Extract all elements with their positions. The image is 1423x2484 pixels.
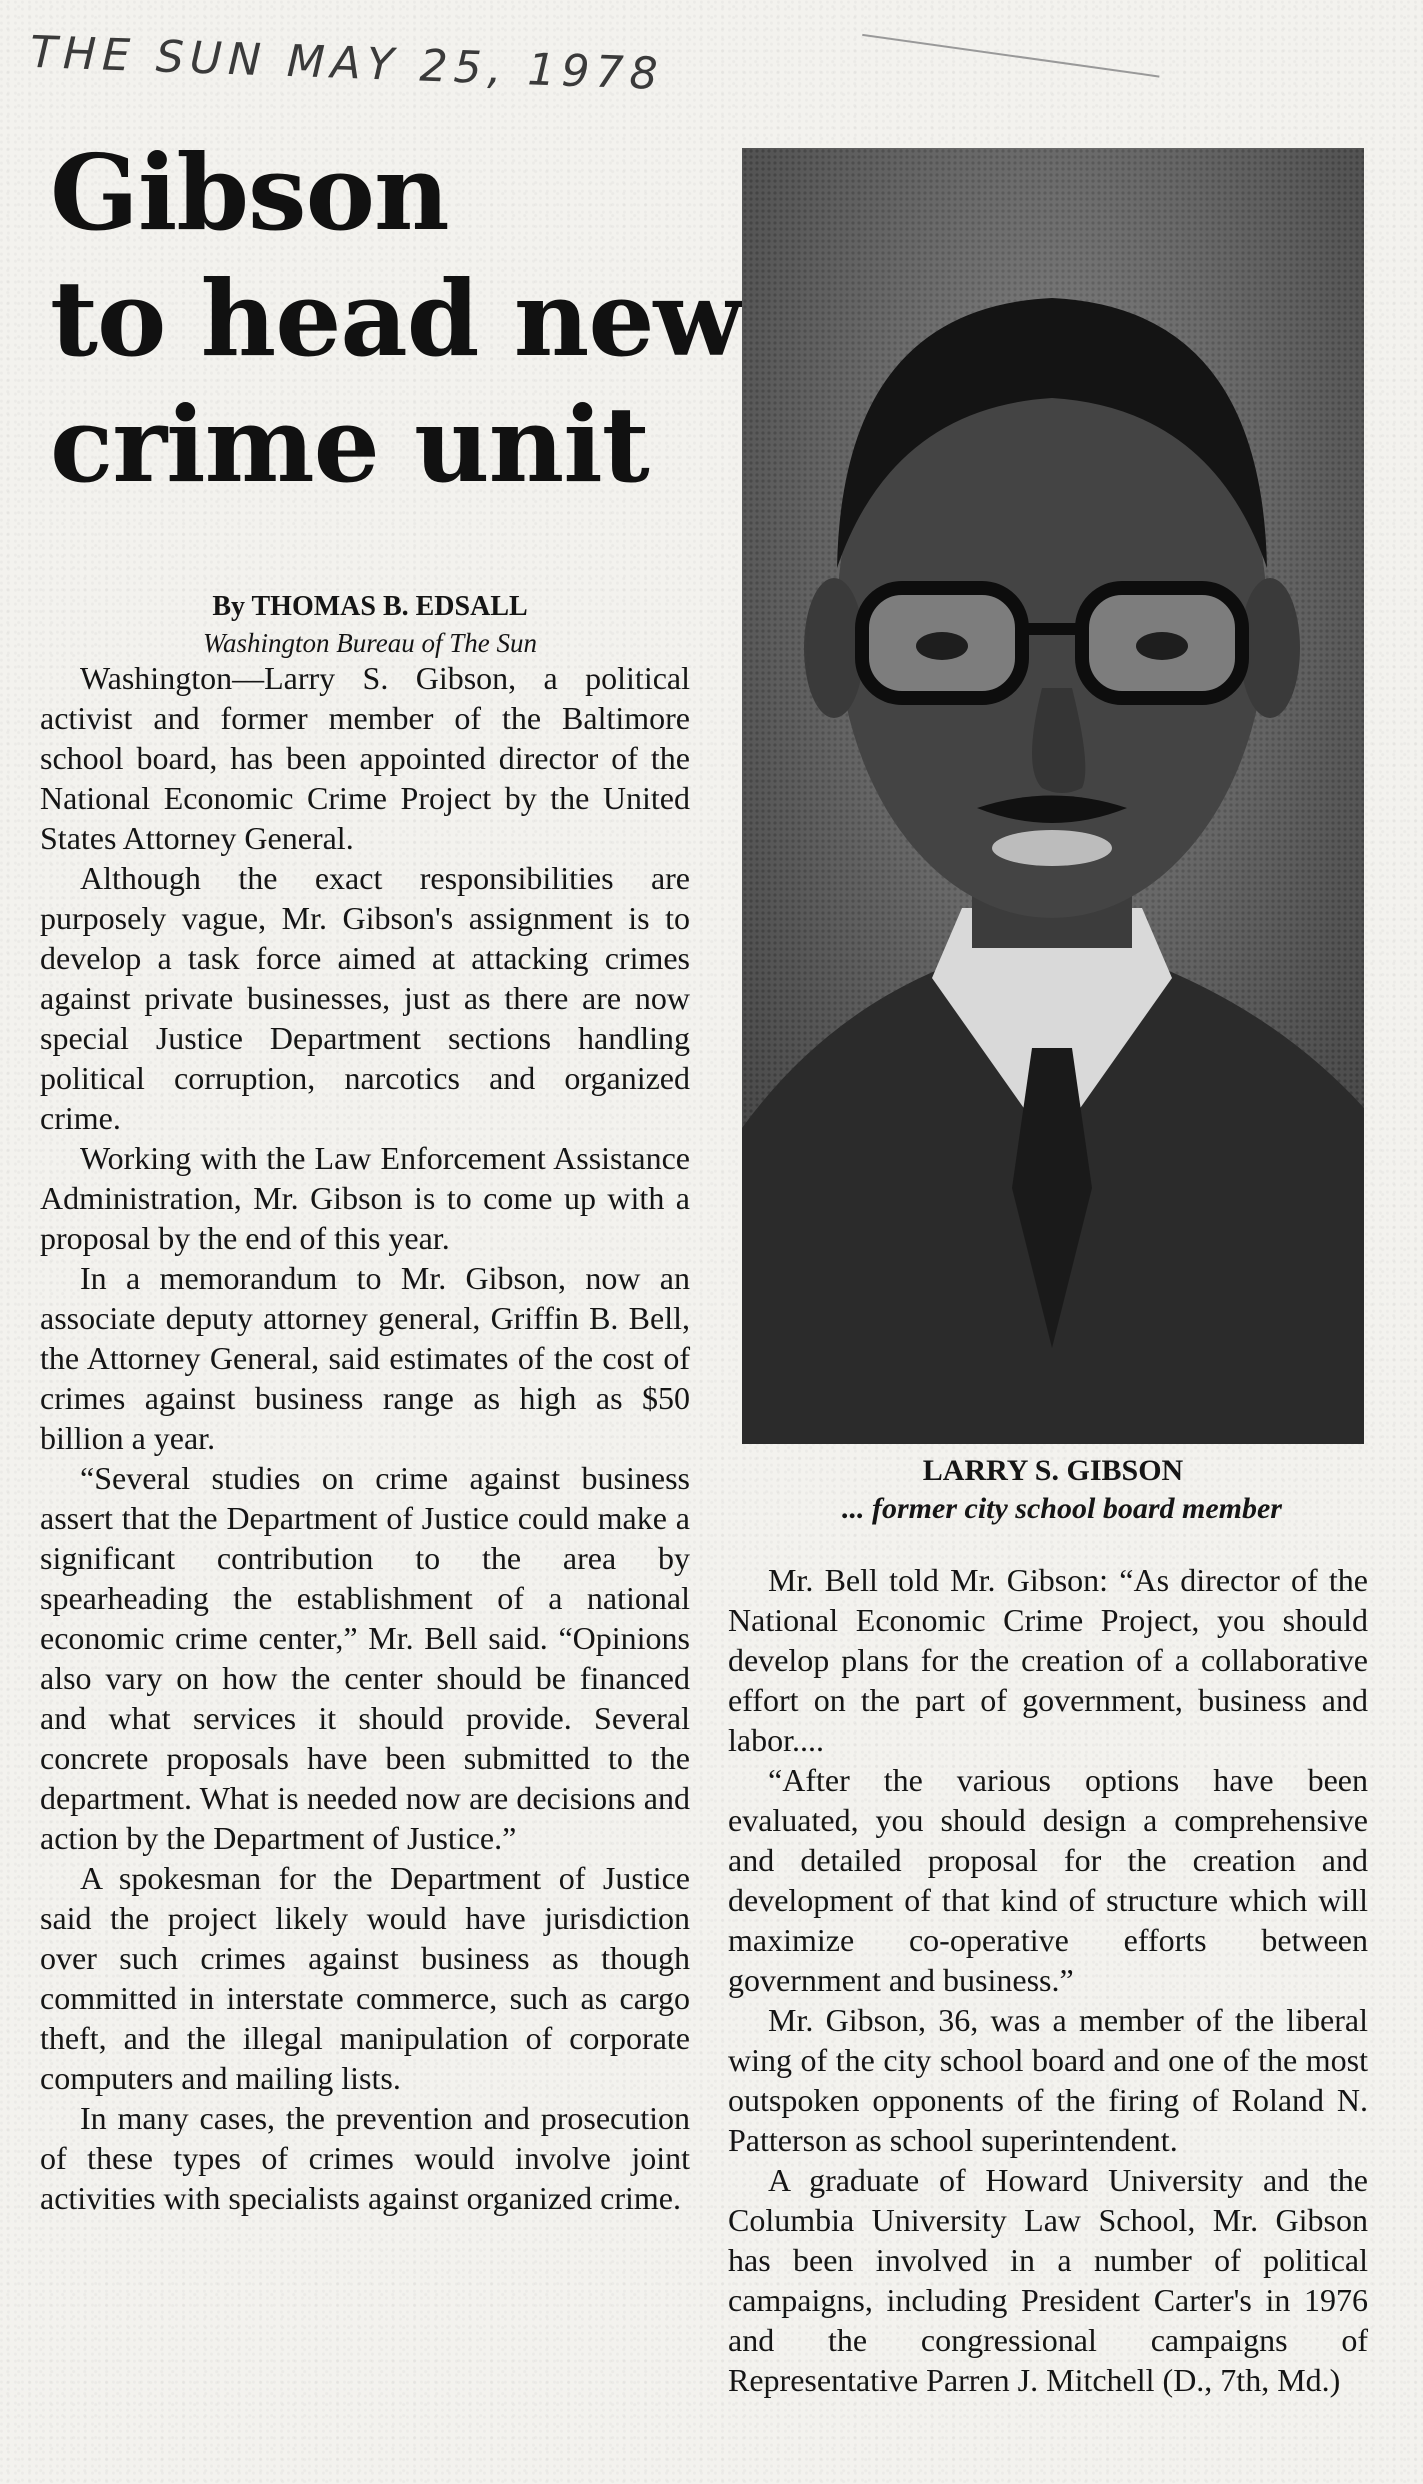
article-paragraph: “After the various options have been evaluated, you should design a comprehensive and detailed proposal for the creation and development of that kind of structure which will maximize co-operative efforts between government and business.”: [728, 1762, 1368, 1998]
article-paragraph: In a memorandum to Mr. Gibson, now an associate deputy attorney general, Griffin B. Bell, the Attorney General, said estimates of the cost of crimes against business range as high as $50 billion a year.: [40, 1260, 690, 1456]
article-column-right: [728, 1560, 1368, 2400]
byline: By THOMAS B. EDSALL: [212, 591, 528, 622]
portrait-photo: [742, 148, 1364, 1444]
article-paragraph: A spokesman for the Department of Justice said the project likely would have jurisdiction over such crimes against business as though committed in interstate commerce, such as cargo theft, and the illegal manipulation of corporate computers and mailing lists.: [40, 1860, 690, 2096]
article-paragraph: A graduate of Howard University and the Columbia University Law School, Mr. Gibson has been involved in a number of political campaigns, including President Carter's in 1976 and the congressional campaigns of Representative Parren J. Mitchell (D., 7th, Md.): [728, 2162, 1368, 2398]
headline-line-3: crime unit: [50, 383, 649, 506]
article-paragraph: Washington—Larry S. Gibson, a political activist and former member of the Baltimore school board, has been appointed director of the National Economic Crime Project by the United States Attorney General.: [40, 660, 690, 856]
article-paragraph: Mr. Gibson, 36, was a member of the liberal wing of the city school board and one of the most outspoken opponents of the firing of Roland N. Patterson as school superintendent.: [728, 2002, 1368, 2158]
headline-line-1: Gibson: [50, 131, 449, 254]
article-paragraph: Working with the Law Enforcement Assistance Administration, Mr. Gibson is to come up with a proposal by the end of this year.: [40, 1140, 690, 1256]
headline: [50, 130, 742, 508]
article-paragraph: In many cases, the prevention and prosecution of these types of crimes would involve joint activities with specialists against organized crime.: [40, 2100, 690, 2216]
article-paragraph: “Several studies on crime against business assert that the Department of Justice could make a significant contribution to the area by spearheading the establishment of a national economic crime center,” Mr. Bell said. “Opinions also vary on how the center should be financed and what services it should provide. Several concrete proposals have been submitted to the department. What is needed now are decisions and action by the Department of Justice.”: [40, 1460, 690, 1856]
handwritten-date-note: THE SUN MAY 25, 1978: [29, 26, 665, 101]
headline-line-2: to head new: [50, 257, 743, 380]
article-column-left: [40, 658, 690, 2218]
article-paragraph: Mr. Bell told Mr. Gibson: “As director of the National Economic Crime Project, you should develop plans for the creation of a collaborative effort on the part of government, business and labor....: [728, 1562, 1368, 1758]
photo-caption-name: LARRY S. GIBSON: [922, 1454, 1184, 1487]
photo-caption-description: ... former city school board member: [842, 1492, 1282, 1525]
bureau-credit: Washington Bureau of The Sun: [202, 628, 537, 658]
portrait-illustration: [742, 148, 1364, 1444]
article-paragraph: Although the exact responsibilities are purposely vague, Mr. Gibson's assignment is to develop a task force aimed at attacking crimes against private businesses, just as there are now special Justice Department sections handling political corruption, narcotics and organized crime.: [40, 860, 690, 1136]
